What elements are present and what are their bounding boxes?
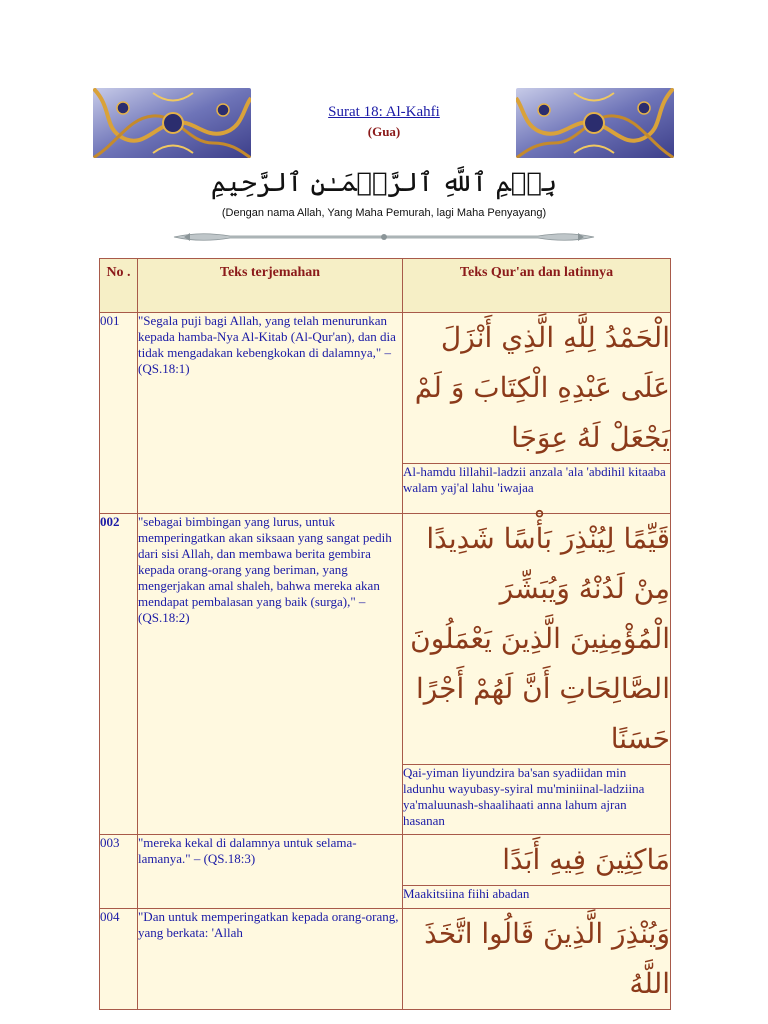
verse-table xyxy=(99,258,671,1010)
verse-number: 004 xyxy=(100,909,138,1010)
surah-subtitle: (Gua) xyxy=(367,124,401,139)
verse-translation: "Dan untuk memperingatkan kepada orang-orang, yang berkata: 'Allah xyxy=(138,909,403,1010)
verse-latin: Al-hamdu lillahil-ladzii anzala 'ala 'abdihil kitaaba walam yaj'al lahu 'iwajaa xyxy=(403,464,671,514)
verse-arabic: قَيِّمًا لِيُنْذِرَ بَأْسًا شَدِيدًا مِنْ لَدُنْهُ وَيُبَشِّرَ الْمُؤْمِنِينَ الَّذِينَ يَعْمَلُونَ الصَّالِحَاتِ أَنَّ لَهُمْ أَجْرًا حَسَنًا xyxy=(403,514,671,765)
verse-translation: "sebagai bimbingan yang lurus, untuk memperingatkan akan siksaan yang sangat pedih dari sisi Allah, dan membawa berita gembira kepada orang-orang yang beriman, yang mengerjakan amal shaleh, bahwa mereka akan mendapat pembalasan yang baik (surga)," – (QS.18:2) xyxy=(138,514,403,835)
verse-number: 001 xyxy=(100,313,138,514)
verse-number: 003 xyxy=(100,835,138,909)
verse-arabic: الْحَمْدُ لِلَّهِ الَّذِي أَنْزَلَ عَلَى عَبْدِهِ الْكِتَابَ وَ لَمْ يَجْعَلْ لَهُ عِوَجَا xyxy=(403,313,671,464)
verse-translation: "mereka kekal di dalamnya untuk selama-lamanya." – (QS.18:3) xyxy=(138,835,403,909)
basmala-arabic: بِسۡمِ ٱللَّهِ ٱلرَّحۡمَـٰنِ ٱلرَّحِيمِ xyxy=(210,168,558,198)
ornament-right xyxy=(516,88,674,158)
verse-arabic: وَيُنْذِرَ الَّذِينَ قَالُوا اتَّخَذَ اللَّهُ xyxy=(403,909,671,1010)
decorative-divider xyxy=(170,229,598,245)
basmala-translation: (Dengan nama Allah, Yang Maha Pemurah, lagi Maha Penyayang) xyxy=(221,207,547,219)
verse-arabic: مَاكِثِينَ فِيهِ أَبَدًا xyxy=(403,835,671,886)
verse-latin: Maakitsiina fiihi abadan xyxy=(403,886,671,909)
table-row xyxy=(100,514,671,765)
column-header-no: No . xyxy=(100,259,138,313)
table-row xyxy=(100,909,671,1010)
title-block xyxy=(252,104,516,140)
verse-number: 002 xyxy=(100,514,138,835)
column-header-translation: Teks terjemahan xyxy=(138,259,403,313)
table-header-row xyxy=(100,259,671,313)
ornament-left xyxy=(93,88,251,158)
table-row xyxy=(100,835,671,886)
table-row xyxy=(100,313,671,464)
verse-translation: "Segala puji bagi Allah, yang telah menurunkan kepada hamba-Nya Al-Kitab (Al-Qur'an), dan dia tidak mengadakan kebengkokan di dalamnya," – (QS.18:1) xyxy=(138,313,403,514)
surah-title-link[interactable]: Surat 18: Al-Kahfi xyxy=(328,104,440,120)
column-header-arabic: Teks Qur'an dan latinnya xyxy=(403,259,671,313)
verse-latin: Qai-yiman liyundzira ba'san syadiidan min ladunhu wayubasy-syiral mu'miniinal-ladziina ya'maluunash-shaalihaati anna lahum ajran hasanan xyxy=(403,765,671,835)
